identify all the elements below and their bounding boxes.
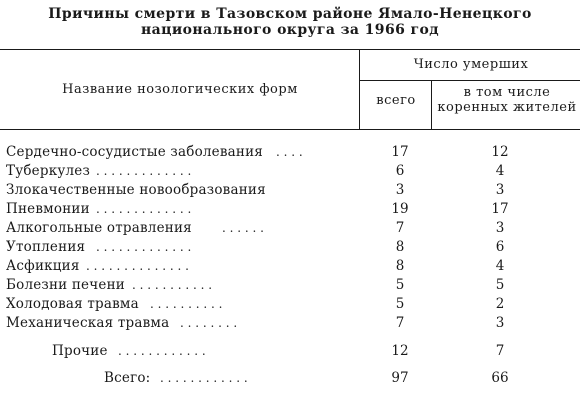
row-dot-leader: . . . . . . . . . . . . . . [86,259,189,273]
header-total-column: всего [376,93,416,108]
table-row-sum [0,369,580,388]
row-native: 4 [495,163,505,179]
table-top-rule [0,49,580,50]
row-total: 3 [395,182,405,198]
row-name: Холодовая травма [6,296,139,312]
table-row [0,219,580,238]
row-dot-leader: . . . . . . . . . . [150,297,223,311]
row-dot-leader: . . . . . . . . . . . . . [96,240,192,254]
table-row [0,314,580,333]
row-name: Туберкулез [6,163,91,179]
row-name: Механическая травма [6,315,170,331]
row-native: 7 [495,343,505,359]
header-native-column-line-2: коренных жителей [437,100,577,115]
table-row [0,143,580,162]
row-dot-leader: . . . . . . . . . . . [132,278,213,292]
table-row [0,238,580,257]
header-native-column-line-1: в том числе [463,85,551,100]
row-total: 7 [395,315,405,331]
row-name: Асфикция [6,258,80,274]
header-deaths-group: Число умерших [413,57,529,72]
table-row-other [0,342,580,361]
table-title-line-1: Причины смерти в Тазовском районе Ямало-Ненецкого [48,6,532,22]
row-name: Сердечно-сосудистые заболевания [6,144,264,160]
row-name: Пневмонии [6,201,90,217]
row-dot-leader: . . . . . . [222,221,264,235]
row-name: Всего: [104,370,151,386]
row-native: 12 [491,144,509,160]
row-dot-leader: . . . . [276,145,303,159]
row-native: 3 [495,315,505,331]
row-dot-leader: . . . . . . . . [180,316,238,330]
row-total: 6 [395,163,405,179]
header-bottom-rule [0,129,580,130]
row-name: Болезни печени [6,277,125,293]
table-row [0,200,580,219]
table-row [0,181,580,200]
header-name-column: Название нозологических форм [62,82,298,97]
row-name: Утопления [6,239,86,255]
row-total: 19 [391,201,409,217]
table-row [0,276,580,295]
table-row [0,295,580,314]
row-name: Злокачественные новообразования [6,182,266,198]
row-total: 97 [391,370,409,386]
table-row [0,162,580,181]
column-divider-total [431,80,432,129]
row-total: 17 [391,144,409,160]
row-native: 3 [495,220,505,236]
table-title-line-2: национального округа за 1966 год [141,22,439,38]
row-native: 5 [495,277,505,293]
column-divider-name [359,50,360,129]
row-native: 3 [495,182,505,198]
row-native: 6 [495,239,505,255]
table-row [0,257,580,276]
row-total: 5 [395,296,405,312]
row-dot-leader: . . . . . . . . . . . . [118,344,206,358]
row-native: 4 [495,258,505,274]
deaths-group-underline [360,80,580,81]
row-total: 12 [391,343,409,359]
row-name: Алкогольные отравления [6,220,192,236]
row-dot-leader: . . . . . . . . . . . . [160,371,248,385]
row-name: Прочие [52,343,108,359]
row-native: 2 [495,296,505,312]
row-total: 8 [395,239,405,255]
row-dot-leader: . . . . . . . . . . . . . [96,164,192,178]
row-dot-leader: . . . . . . . . . . . . . [96,202,192,216]
row-total: 5 [395,277,405,293]
row-native: 66 [491,370,509,386]
row-total: 8 [395,258,405,274]
row-total: 7 [395,220,405,236]
row-native: 17 [491,201,509,217]
